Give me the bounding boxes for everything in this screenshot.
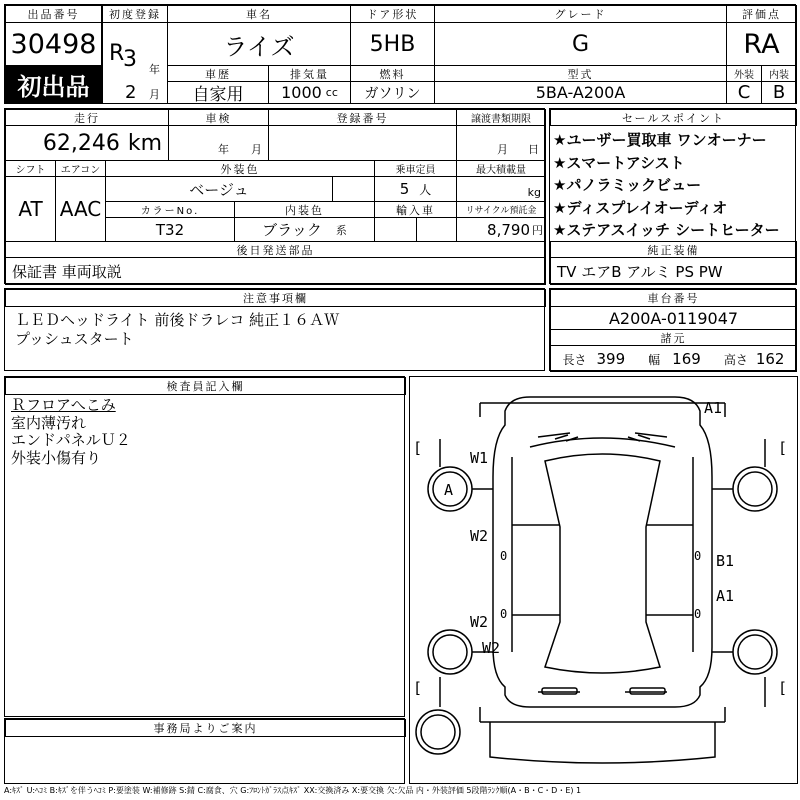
interior-color-label: 内装色 (234, 201, 375, 218)
recycle-unit: 円 (532, 223, 543, 237)
grade-label: グレード (434, 5, 727, 23)
interior-grade: B (761, 81, 797, 104)
car-outline (410, 377, 797, 783)
fuel: ガソリン (350, 81, 435, 104)
transfer-day-unit: 日 (528, 143, 539, 156)
first-reg-label: 初度登録 (102, 5, 168, 23)
equipment: TV エアB アルミ PS PW (550, 257, 797, 285)
transfer-cell (456, 125, 546, 161)
color-aux-cell (332, 176, 375, 202)
bracket-right-front: [ (778, 439, 788, 457)
recycle-label: リサイクル預託金 (456, 201, 546, 218)
selling-point: ★スマートアシスト (553, 153, 685, 172)
chassis-number: A200A-0119047 (550, 306, 797, 330)
exterior-grade: C (726, 81, 762, 104)
notes-label: 注意事項欄 (5, 289, 546, 307)
inspection-cell (168, 125, 269, 161)
model-label: 型式 (434, 65, 727, 82)
grade: G (434, 22, 727, 66)
inspector-line: エンドパネルＵ２ (11, 431, 131, 449)
history: 自家用 (167, 81, 269, 104)
damage-diagram (409, 376, 798, 784)
interior-color-unit: 系 (335, 223, 347, 237)
exterior-label: 外装 (726, 65, 762, 82)
load-cell (456, 176, 546, 202)
damage-mark-w2-left-rear: W2 (470, 613, 489, 631)
interior-color-cell (234, 217, 375, 242)
load-label: 最大積載量 (456, 160, 546, 177)
damage-mark-a-wheel: A (444, 481, 454, 499)
first-reg-month: 2 (125, 82, 137, 103)
header-table (4, 4, 796, 104)
interior-color: ブラック (262, 221, 322, 239)
import-label: 輸入車 (374, 201, 457, 218)
car-name-label: 車名 (167, 5, 351, 23)
capacity-unit: 人 (419, 182, 432, 197)
inspector-body (11, 397, 131, 467)
recycle-cell (456, 217, 546, 242)
note-line: ＬＥＤヘッドライト 前後ドラレコ 純正１６ＡＷ (15, 311, 340, 329)
load-unit: kg (527, 186, 541, 199)
score: RA (726, 22, 797, 66)
inspector-label: 検査員記入欄 (5, 377, 406, 395)
inspection-month-unit: 月 (251, 143, 262, 156)
score-label: 評価点 (726, 5, 797, 23)
color-no-label: カラーNo. (105, 201, 235, 218)
interior-label: 内装 (761, 65, 797, 82)
displacement-label: 排気量 (268, 65, 351, 82)
first-reg-year-unit: 年 (149, 63, 160, 76)
selling-points-list (553, 129, 780, 242)
selling-point: ★ディスプレイオーディオ (553, 198, 728, 217)
dimensions-label: 諸元 (550, 329, 797, 346)
width-label: 幅 (648, 352, 661, 367)
displacement: 1000 (281, 83, 322, 102)
history-label: 車歴 (167, 65, 269, 82)
specs-table (4, 108, 545, 284)
first-reg-era: R (109, 41, 125, 66)
height: 162 (755, 349, 785, 368)
ac: AAC (55, 176, 106, 242)
office-panel (4, 718, 405, 784)
color-no: T32 (105, 217, 235, 242)
damage-mark-b1: B1 (716, 552, 735, 570)
inspection-year-unit: 年 (218, 143, 229, 156)
length-label: 長さ (562, 352, 587, 367)
mileage: 62,246 (42, 130, 120, 156)
displacement-unit: cc (325, 86, 338, 99)
door-label: ドア形状 (350, 5, 435, 23)
first-reg-year: 3 (123, 47, 137, 72)
color: ベージュ (105, 176, 333, 202)
door-handle-zero-right-front: 0 (694, 549, 702, 563)
height-group (724, 350, 785, 368)
width-group (648, 350, 701, 368)
length: 399 (596, 349, 626, 368)
recycle-fee: 8,790 (487, 220, 530, 239)
import-cell (374, 217, 417, 242)
notes-body (15, 311, 339, 349)
mileage-cell (5, 125, 169, 161)
shift-label: シフト (5, 160, 56, 177)
bracket-right-rear: [ (778, 679, 788, 697)
displacement-cell (268, 81, 351, 104)
office-label: 事務局よりご案内 (5, 719, 406, 737)
car-name: ライズ (167, 22, 351, 66)
notes-panel (4, 288, 545, 371)
selling-points-label: セールスポイント (550, 109, 797, 126)
selling-point: ★ステアスイッチ シートヒーター (553, 221, 780, 239)
later-parts-label: 後日発送部品 (5, 241, 546, 258)
door-type: 5HB (350, 22, 435, 66)
inspector-line: 室内薄汚れ (11, 413, 87, 432)
shift: AT (5, 176, 56, 242)
damage-mark-a1-front: A1 (704, 399, 723, 417)
reg-number-label: 登録番号 (268, 109, 457, 126)
model-code: 5BA-A200A (434, 81, 727, 104)
damage-mark-a1-rear: A1 (716, 587, 735, 605)
import-cell-2 (416, 217, 457, 242)
selling-points-panel (549, 108, 796, 284)
ac-label: エアコン (55, 160, 106, 177)
reg-number-cell (268, 125, 457, 161)
bracket-left-rear: [ (413, 679, 423, 697)
mileage-unit: km (127, 130, 162, 156)
equipment-label: 純正装備 (550, 241, 797, 258)
capacity: 5 (399, 180, 410, 198)
door-handle-zero-right-rear: 0 (694, 607, 702, 621)
lot-number: 30498 (5, 22, 102, 66)
chassis-label: 車台番号 (550, 289, 797, 307)
lot-label: 出品番号 (5, 5, 102, 23)
inspector-line: 外装小傷有り (11, 448, 102, 467)
first-listing-badge: 初出品 (5, 65, 102, 104)
damage-mark-w2-left-door: W2 (470, 527, 489, 545)
legend: A:ｷｽﾞ U:ﾍｺﾐ B:ｷｽﾞを伴うﾍｺﾐ P:要塗装 W:補修跡 S:錆 C:腐食、穴 G:ﾌﾛﾝﾄｶﾞﾗｽ点ｷｽﾞ XX:交換済み X:要交換 欠:欠品 内・外装評価 5段階ﾗﾝｸ順(A・B・C・D・E) 1 (4, 786, 582, 795)
capacity-label: 乗車定員 (374, 160, 457, 177)
inspection-label: 車検 (168, 109, 269, 126)
inspector-line: Ｒフロアへこみ (11, 396, 116, 414)
damage-mark-w2-wheel: W2 (482, 639, 501, 657)
selling-point: ★パノラミックビュー (553, 176, 702, 194)
mileage-label: 走行 (5, 109, 169, 126)
note-line: プッシュスタート (15, 330, 134, 348)
length-group (563, 350, 626, 368)
door-handle-zero-left-front: 0 (500, 549, 508, 563)
transfer-label: 譲渡書類期限 (456, 109, 546, 126)
door-handle-zero-left-rear: 0 (500, 607, 508, 621)
later-parts: 保証書 車両取説 (5, 257, 546, 285)
chassis-panel (549, 288, 796, 371)
inspector-panel (4, 376, 405, 717)
width: 169 (672, 349, 701, 368)
transfer-month-unit: 月 (497, 143, 508, 156)
dimensions-row (550, 345, 797, 372)
color-label: 外装色 (105, 160, 375, 177)
selling-point: ★ユーザー買取車 ワンオーナー (553, 131, 767, 149)
fuel-label: 燃料 (350, 65, 435, 82)
height-label: 高さ (723, 352, 748, 367)
first-reg-month-unit: 月 (149, 88, 160, 101)
bracket-left-front: [ (413, 439, 423, 457)
capacity-cell (374, 176, 457, 202)
damage-mark-w1: W1 (470, 449, 489, 467)
